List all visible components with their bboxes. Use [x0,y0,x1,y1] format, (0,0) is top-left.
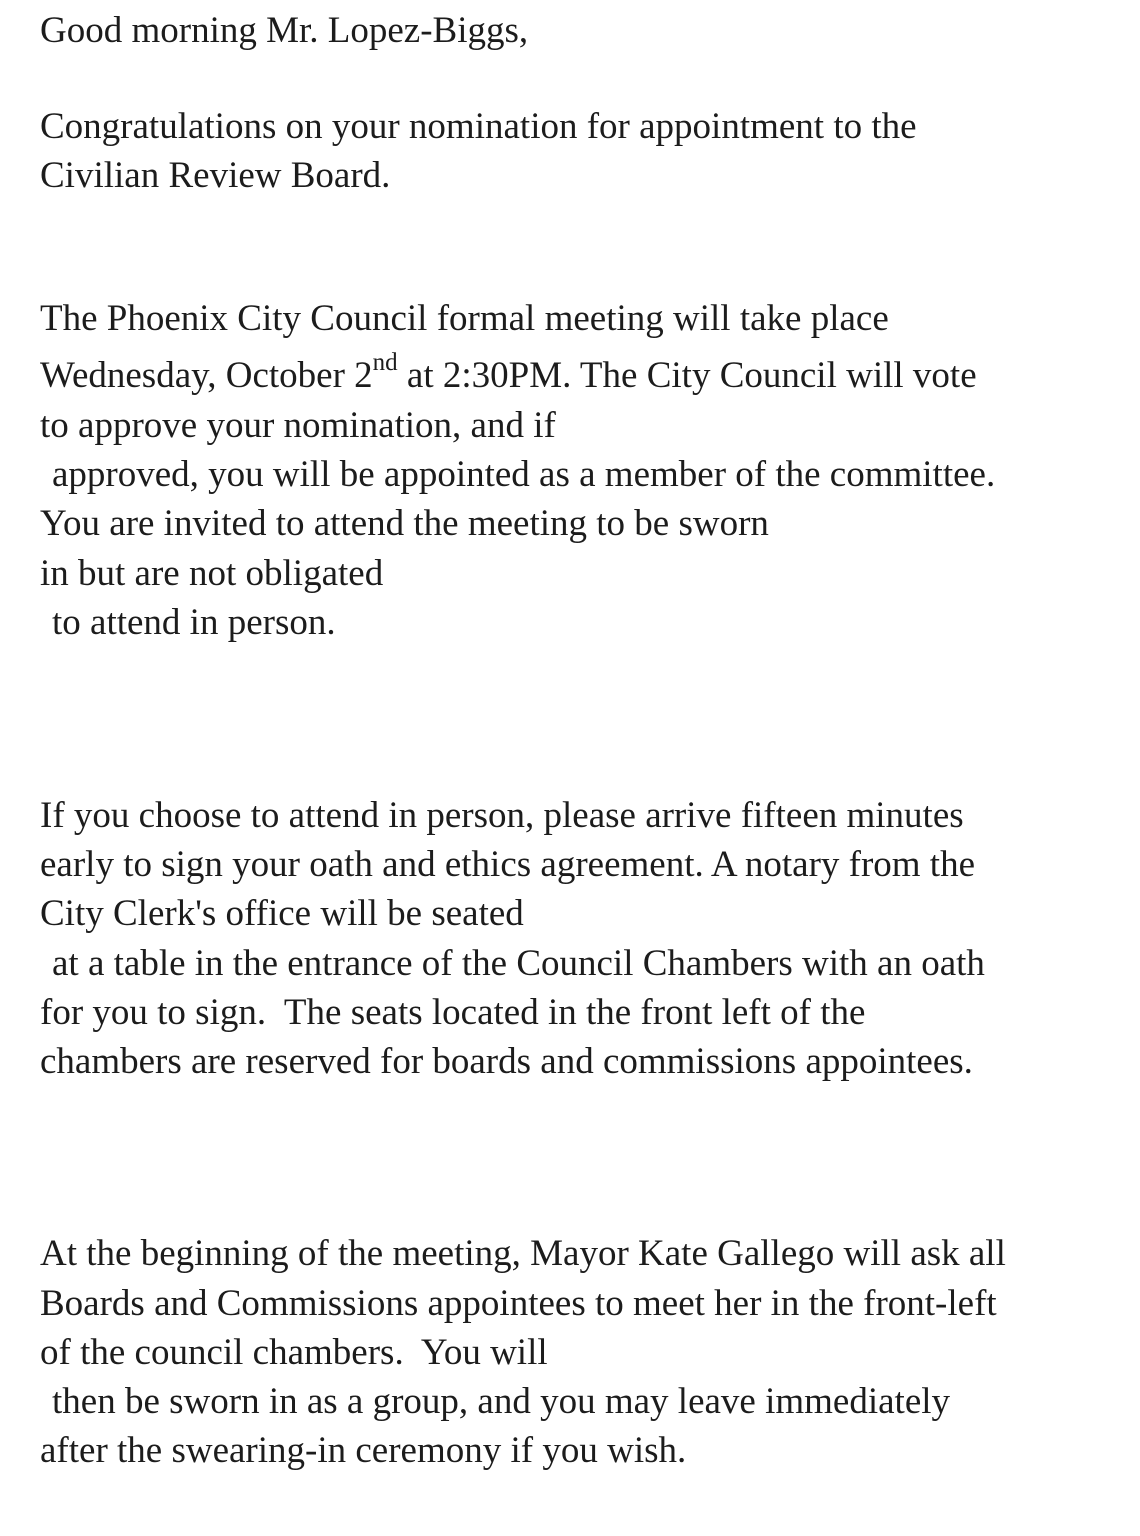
date-text: Wednesday, October 2 [40,355,373,396]
paragraph-3-line-6: chambers are reserved for boards and commissions appointees. [40,1041,973,1082]
paragraph-2-line-6: in but are not obligated [40,553,384,594]
time-text: at 2:30PM. The City Council will vote [397,355,977,396]
paragraph-3-line-1: If you choose to attend in person, please arrive fifteen minutes [40,795,964,836]
paragraph-2-line-3: to approve your nomination, and if [40,405,556,446]
paragraph-1-line-2: Civilian Review Board. [40,155,391,196]
ordinal-suffix: nd [372,348,398,376]
paragraph-2-line-5: You are invited to attend the meeting to be sworn [40,503,769,544]
paragraph-2-line-2 [40,348,977,401]
paragraph-4-line-2: Boards and Commissions appointees to meet her in the front-left [40,1283,997,1324]
paragraph-1-line-1: Congratulations on your nomination for appointment to the [40,106,917,147]
paragraph-3-line-4: at a table in the entrance of the Council Chambers with an oath [52,943,985,984]
paragraph-2-line-4: approved, you will be appointed as a member of the committee. [52,454,996,495]
paragraph-4-line-1: At the beginning of the meeting, Mayor Kate Gallego will ask all [40,1233,1006,1274]
paragraph-2-line-1: The Phoenix City Council formal meeting will take place [40,298,889,339]
paragraph-3-line-5: for you to sign. The seats located in the front left of the [40,992,866,1033]
paragraph-4-line-5: after the swearing-in ceremony if you wish. [40,1430,687,1471]
paragraph-2-line-7: to attend in person. [52,602,336,643]
paragraph-4-line-3: of the council chambers. You will [40,1332,548,1373]
paragraph-4-line-4: then be sworn in as a group, and you may leave immediately [52,1381,951,1422]
paragraph-3-line-2: early to sign your oath and ethics agreement. A notary from the [40,844,976,885]
greeting: Good morning Mr. Lopez-Biggs, [40,10,529,51]
paragraph-3-line-3: City Clerk's office will be seated [40,893,524,934]
